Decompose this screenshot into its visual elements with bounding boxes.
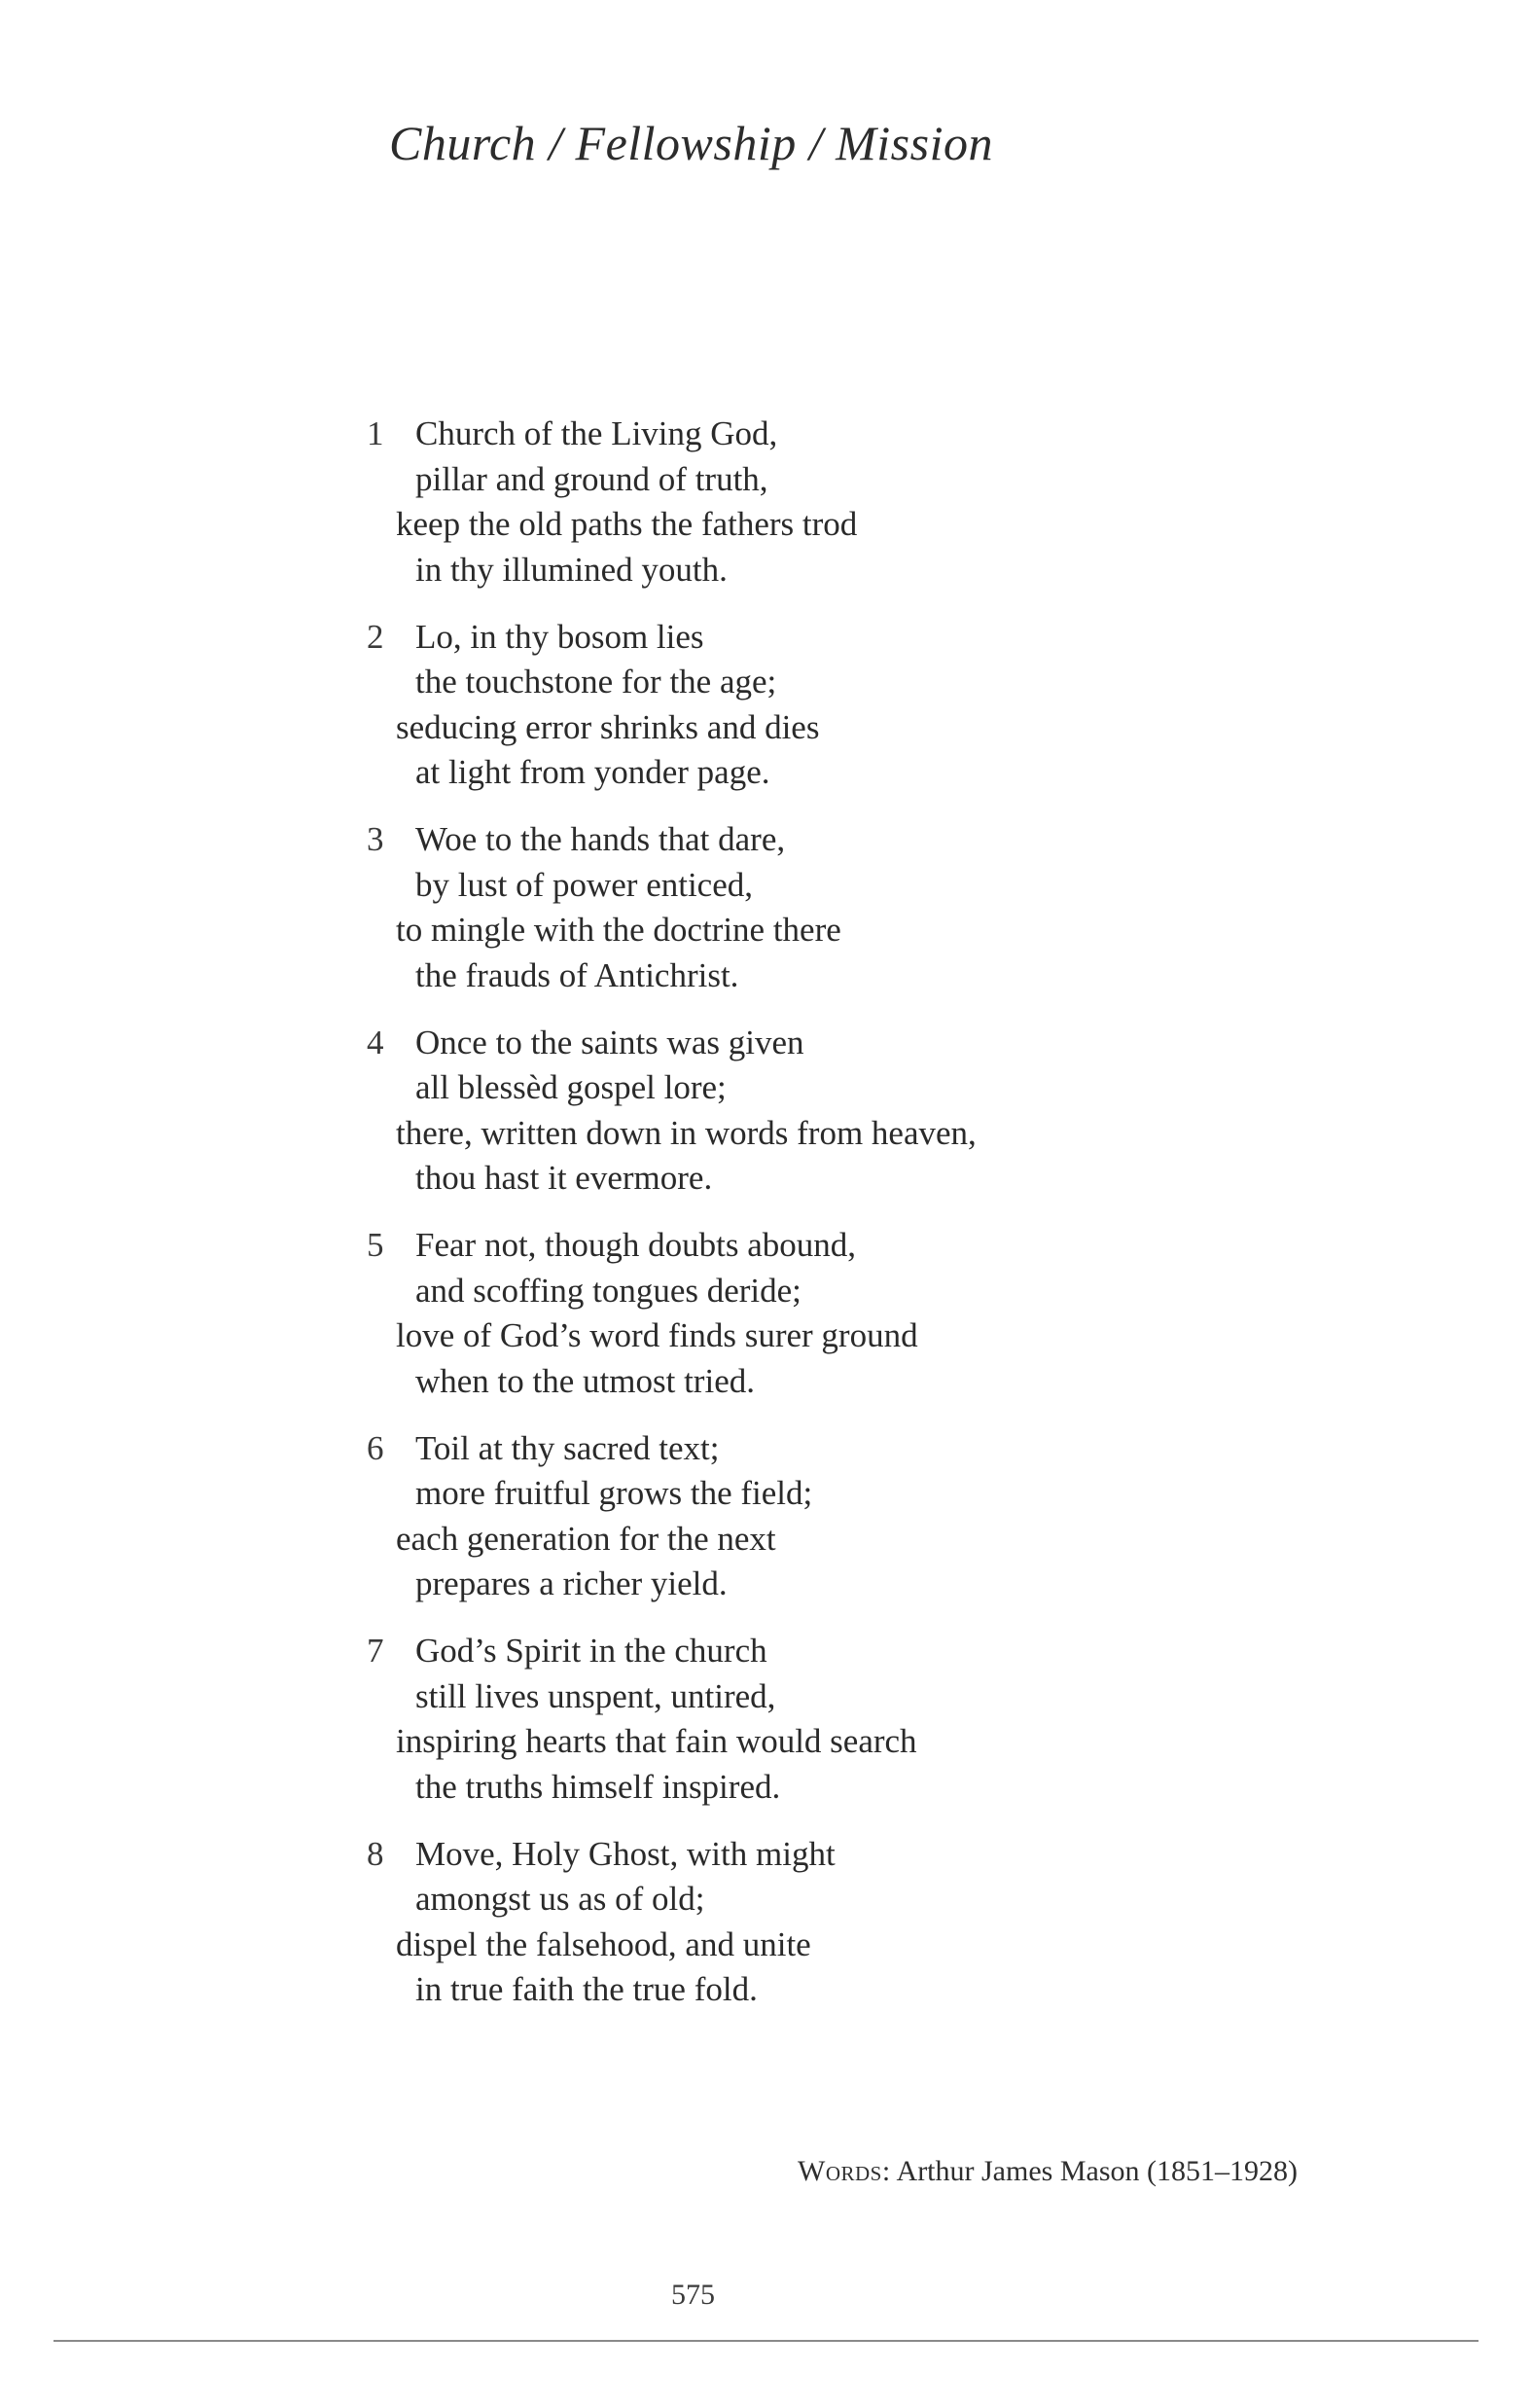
verse-line: Fear not, though doubts abound, <box>415 1226 857 1264</box>
verse-line: still lives unspent, untired, <box>415 1676 776 1715</box>
verse-line: by lust of power enticed, <box>415 865 753 904</box>
hymn-text <box>367 412 1242 2034</box>
verse-number: 3 <box>367 820 384 858</box>
stanza-5 <box>367 1223 1242 1404</box>
attribution-author: Arthur James Mason (1851–1928) <box>896 2155 1298 2187</box>
verse-line: in thy illumined youth. <box>415 550 728 589</box>
verse-number: 4 <box>367 1023 384 1061</box>
verse-line: the touchstone for the age; <box>415 663 777 701</box>
verse-line: the frauds of Antichrist. <box>415 955 739 994</box>
verse-line: thou hast it evermore. <box>415 1159 713 1197</box>
verse-number: 1 <box>367 414 384 452</box>
verse-line: seducing error shrinks and dies <box>396 707 820 746</box>
stanza-2 <box>367 615 1242 796</box>
verse-line: love of God’s word finds surer ground <box>396 1316 918 1354</box>
verse-line: there, written down in words from heaven, <box>396 1113 977 1152</box>
verse-line: all blessèd gospel lore; <box>415 1068 727 1106</box>
verse-number: 8 <box>367 1834 384 1873</box>
verse-line: in true faith the true fold. <box>415 1970 758 2008</box>
verse-number: 7 <box>367 1632 384 1670</box>
verse-line: more fruitful grows the field; <box>415 1474 813 1512</box>
stanza-7 <box>367 1629 1242 1810</box>
section-heading: Church / Fellowship / Mission <box>389 116 993 170</box>
stanza-4 <box>367 1021 1242 1202</box>
verse-line: when to the utmost tried. <box>415 1361 755 1400</box>
footer-rule <box>53 2340 1479 2342</box>
page-number: 575 <box>671 2279 715 2311</box>
verse-line: Lo, in thy bosom lies <box>415 617 704 656</box>
stanza-6 <box>367 1426 1242 1607</box>
words-attribution <box>798 2155 1298 2188</box>
verse-line: Once to the saints was given <box>415 1023 804 1061</box>
verse-line: pillar and ground of truth, <box>415 459 768 498</box>
verse-number: 2 <box>367 617 384 656</box>
verse-line: Move, Holy Ghost, with might <box>415 1834 836 1873</box>
verse-line: keep the old paths the fathers trod <box>396 505 858 543</box>
verse-line: to mingle with the doctrine there <box>396 911 841 949</box>
stanza-3 <box>367 817 1242 998</box>
attribution-label: Words: <box>798 2155 891 2187</box>
verse-number: 6 <box>367 1428 384 1467</box>
verse-line: Church of the Living God, <box>415 414 778 452</box>
verse-number: 5 <box>367 1226 384 1264</box>
verse-line: and scoffing tongues deride; <box>415 1271 802 1310</box>
verse-line: each generation for the next <box>396 1519 776 1558</box>
stanza-8 <box>367 1832 1242 2013</box>
verse-line: prepares a richer yield. <box>415 1564 728 1602</box>
stanza-1 <box>367 412 1242 593</box>
verse-line: Woe to the hands that dare, <box>415 820 786 858</box>
verse-line: inspiring hearts that fain would search <box>396 1722 917 1760</box>
verse-line: God’s Spirit in the church <box>415 1632 767 1670</box>
verse-line: the truths himself inspired. <box>415 1767 781 1806</box>
verse-line: at light from yonder page. <box>415 753 770 791</box>
verse-line: dispel the falsehood, and unite <box>396 1924 811 1963</box>
verse-line: amongst us as of old; <box>415 1880 705 1918</box>
verse-line: Toil at thy sacred text; <box>415 1428 720 1467</box>
